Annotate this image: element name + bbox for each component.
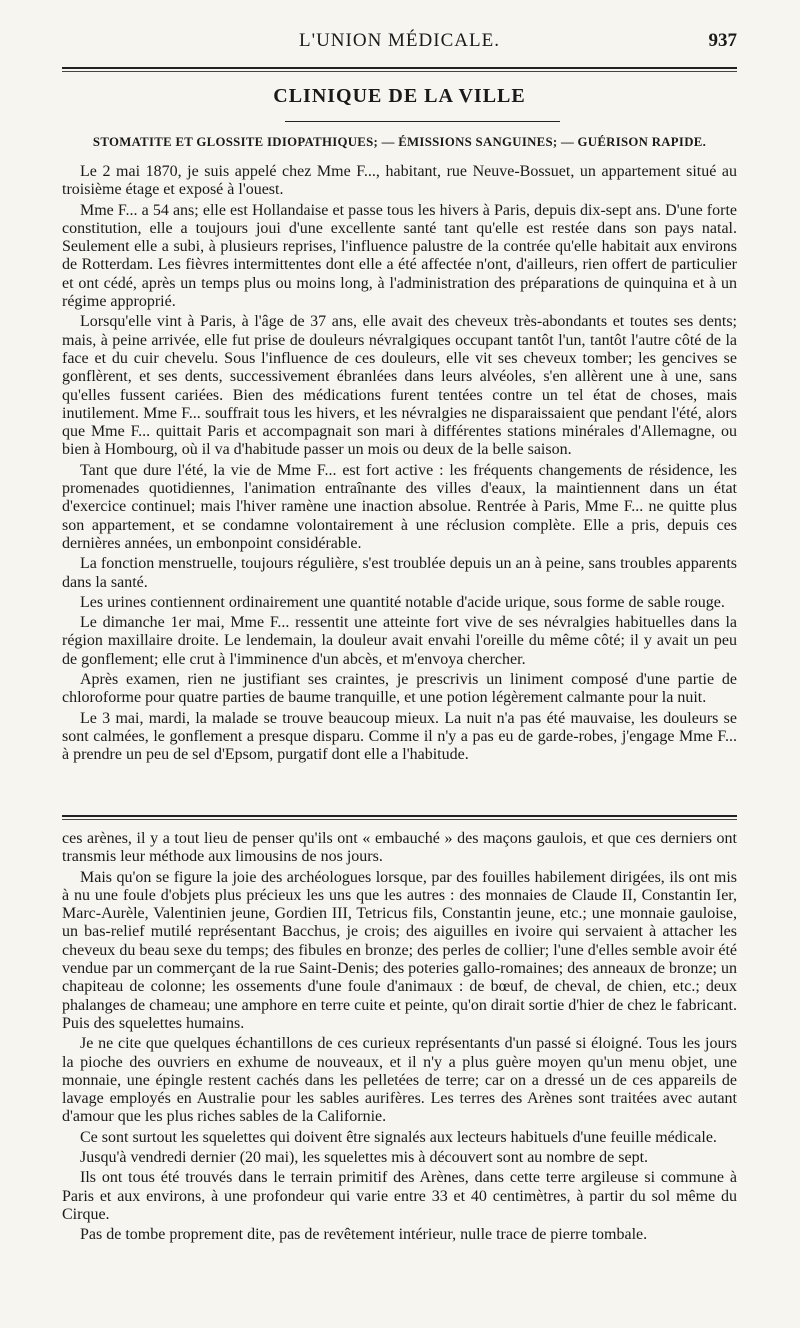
- paragraph: La fonction menstruelle, toujours régulière, s'est troublée depuis un an à peine, sans troubles apparents dans la santé.: [62, 555, 737, 591]
- feuilleton-separator-thin: [62, 819, 737, 820]
- running-title: L'UNION MÉDICALE.: [299, 30, 500, 51]
- page-header: [62, 30, 737, 60]
- feuilleton-article: [62, 830, 737, 1247]
- paragraph: Ils ont tous été trouvés dans le terrain primitif des Arènes, dans cette terre argileuse si commune à Paris et aux environs, à une profondeur qui varie entre 33 et 40 centimètres, à partir du sol même du Cirque.: [62, 1169, 737, 1223]
- clinique-article: [62, 163, 737, 767]
- paragraph: Lorsqu'elle vint à Paris, à l'âge de 37 ans, elle avait des cheveux très-abondants et toutes ses dents; mais, à peine arrivée, elle fut prise de douleurs névralgiques occupant tantôt l'un, tantôt l'autre côté de la face et du cuir chevelu. Sous l'influence de ces douleurs, elle vit ses cheveux tomber; les gencives se gonflèrent, et ses dents, successivement ébranlées dans leurs alvéoles, s'en allèrent une à une, sans qu'elles fussent cariées. Bien des médications furent tentées contre un tel état de choses, mais inutilement. Mme F... souffrait tous les hivers, et les névralgies ne disparaissaient que pendant l'été, alors que Mme F... quittait Paris et accompagnait son mari à différentes stations minérales d'Allemagne, ou bien à Hombourg, où il va d'habitude passer un mois ou deux de la belle saison.: [62, 313, 737, 459]
- paragraph: Le 3 mai, mardi, la malade se trouve beaucoup mieux. La nuit n'a pas été mauvaise, les douleurs se sont calmées, le gonflement a presque disparu. Comme il n'y a pas eu de garde-robes, j'engage Mme F... à prendre un peu de sel d'Epsom, purgatif dont elle a l'habitude.: [62, 709, 737, 764]
- paragraph: Les urines contiennent ordinairement une quantité notable d'acide urique, sous forme de sable rouge.: [80, 593, 725, 611]
- section-title: CLINIQUE DE LA VILLE: [273, 85, 526, 107]
- paragraph-continuation: ces arènes, il y a tout lieu de penser qu'ils ont « embauché » des maçons gaulois, et que ces derniers ont transmis leur méthode aux limousins de nos jours.: [62, 830, 737, 866]
- paragraph: Pas de tombe proprement dite, pas de revêtement intérieur, nulle trace de pierre tombale.: [80, 1226, 648, 1244]
- paragraph: Le dimanche 1er mai, Mme F... ressentit une atteinte fort vive de ses névralgies habituelles dans la région maxillaire droite. Le lendemain, la douleur avait envahi l'oreille du même côté; il y avait un peu de gonflement; elle crut à l'imminence d'un abcès, et m'envoya chercher.: [62, 614, 737, 668]
- paragraph: Ce sont surtout les squelettes qui doivent être signalés aux lecteurs habituels d'une feuille médicale.: [80, 1128, 717, 1146]
- header-rule: [62, 67, 737, 69]
- feuilleton-separator: [62, 815, 737, 817]
- paragraph: Après examen, rien ne justifiant ses craintes, je prescrivis un liniment composé d'une partie de chloroforme pour quatre parties de baume tranquille, et une potion légèrement calmante pour la nuit.: [62, 671, 737, 707]
- title-rule: [285, 121, 560, 122]
- paragraph: Mais qu'on se figure la joie des archéologues lorsque, par des fouilles habilement dirigées, ils ont mis à nu une foule d'objets plus précieux les uns que les autres : des monnaies de Claude II, Constantin Ier, Marc-Aurèle, Valentinien jeune, Gordien III, Tetricus fils, Constantin jeune, etc.; une monnaie gauloise, un bas-relief mutilé représentant Bacchus, je crois; des aiguilles en ivoire qui servaient à attacher les cheveux du beau sexe du temps; des fibules en bronze; des perles de collier; l'une d'elles semble avoir été vendue par un commerçant de la rue Saint-Denis; des poteries gallo-romaines; des anneaux de bronze; un chapiteau de colonne; les ossements d'une foule d'animaux : de bœuf, de cheval, de chien, etc.; deux phalanges de chameau; une amphore en terre cuite et peinte, qu'on dirait sortie d'hier de chez le fabricant. Puis des squelettes humains.: [62, 868, 737, 1032]
- paragraph: Le 2 mai 1870, je suis appelé chez Mme F..., habitant, rue Neuve-Bossuet, un appartement situé au troisième étage et exposé à l'ouest.: [62, 163, 737, 199]
- paragraph: Tant que dure l'été, la vie de Mme F... est fort active : les fréquents changements de résidence, les promenades quotidiennes, l'animation entraînante des villes d'eaux, la maintiennent dans un état d'exercice continuel; mais l'hiver ramène une inaction absolue. Rentrée à Paris, Mme F... ne quitte plus son appartement, et se condamne volontairement à une réclusion complète. Elle a pris, depuis ces dernières années, un embonpoint considérable.: [62, 461, 737, 552]
- header-rule-thin: [62, 71, 737, 72]
- paragraph: Je ne cite que quelques échantillons de ces curieux représentants d'un passé si éloigné. Tous les jours la pioche des ouvriers en exhume de nouveaux, et il n'y a plus guère moyen qu'un menu objet, une monnaie, une épingle restent cachés dans les pelletées de terre; car on a dressé un de ces appareils de lavage employés en Australie pour les sables aurifères. Les terres des Arènes sont traitées avec autant d'amour que les plus riches sables de la Californie.: [62, 1035, 737, 1126]
- page-number: 937: [708, 30, 737, 51]
- paragraph: Jusqu'à vendredi dernier (20 mai), les squelettes mis à découvert sont au nombre de sept.: [80, 1149, 649, 1167]
- paragraph: Mme F... a 54 ans; elle est Hollandaise et passe tous les hivers à Paris, depuis dix-sept ans. D'une forte constitution, elle a toujours joui d'une excellente santé tant qu'elle est restée dans son pays natal. Seulement elle a subi, à plusieurs reprises, l'influence palustre de la contrée qu'elle habitait aux environs de Rotterdam. Les fièvres intermittentes dont elle a été affectée n'ont, d'ailleurs, rien offert de particulier et ont cédé, après un temps plus ou moins long, à l'administration des préparations de quinquina et à un régime approprié.: [62, 201, 737, 311]
- article-subtitle: STOMATITE ET GLOSSITE IDIOPATHIQUES; — ÉMISSIONS SANGUINES; — GUÉRISON RAPIDE.: [92, 135, 707, 149]
